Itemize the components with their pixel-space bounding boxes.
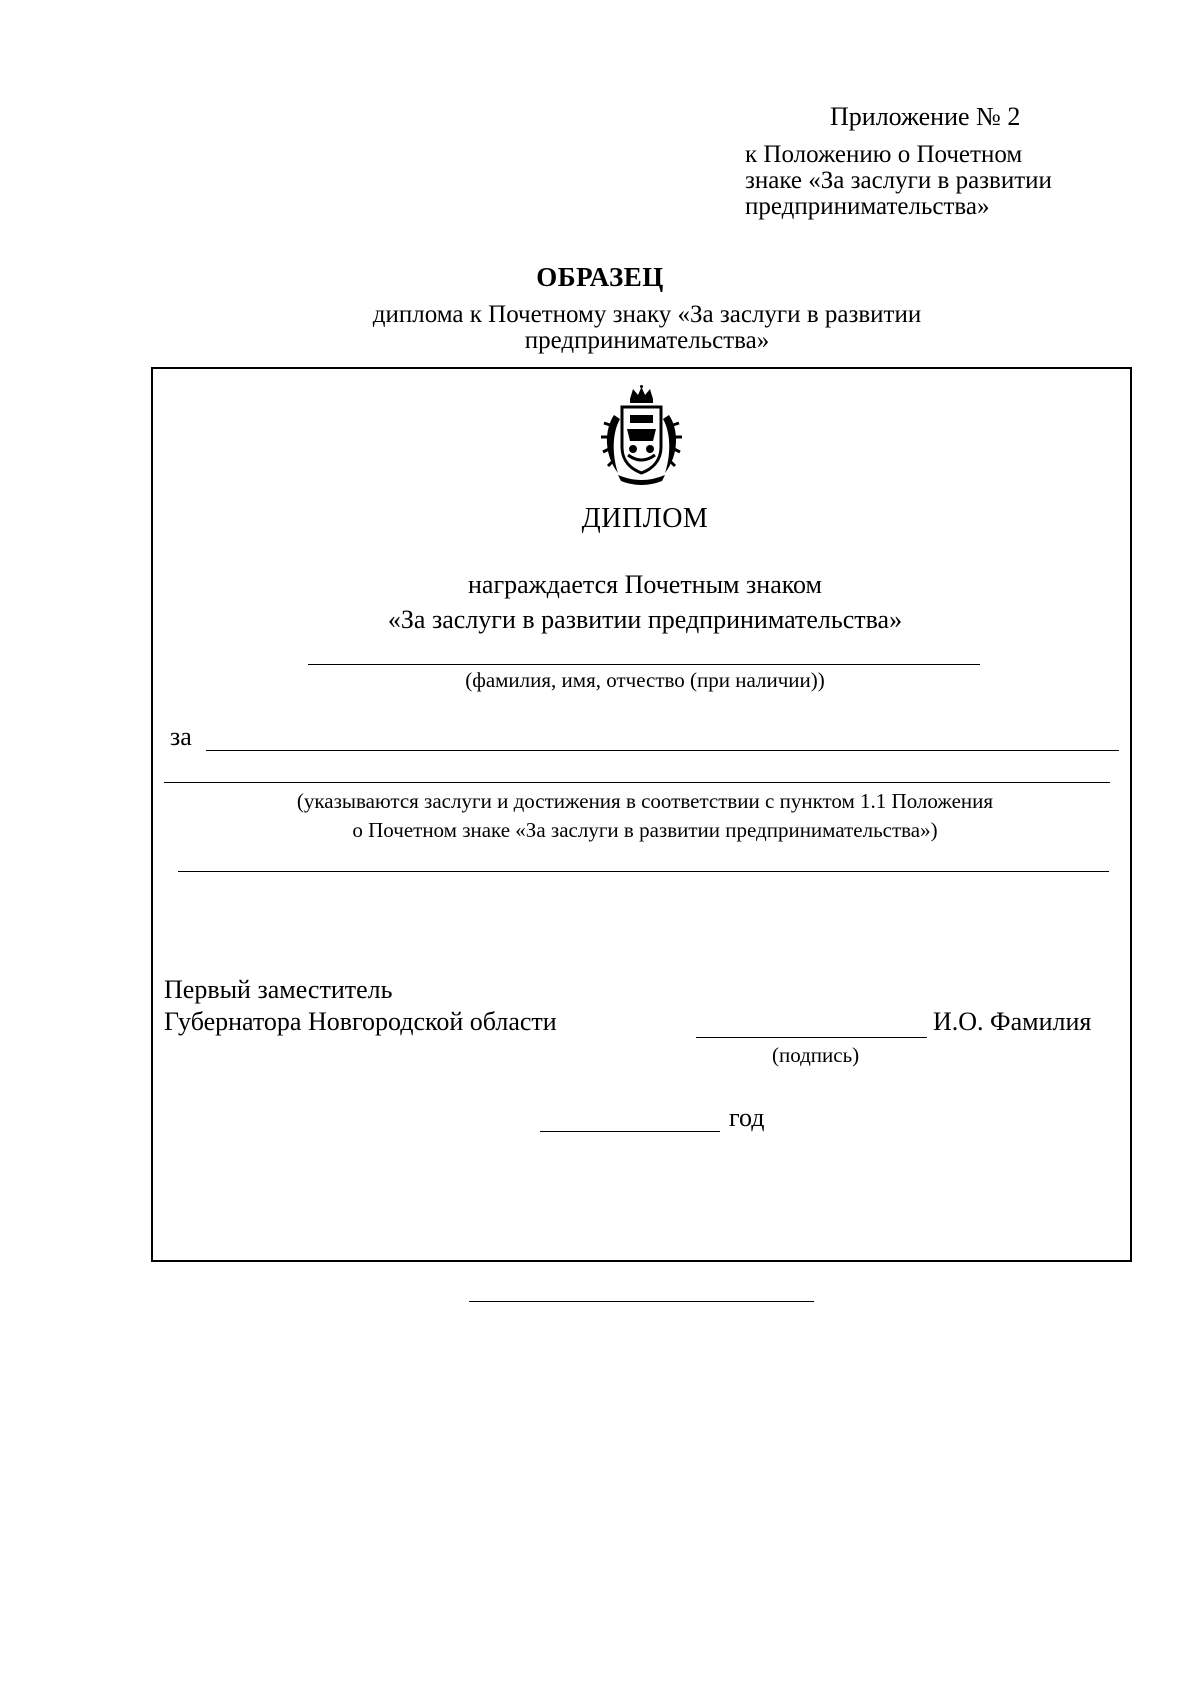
position-line: Первый заместитель [164,975,393,1004]
appendix-reference-line: предпринимательства» [745,193,990,220]
signature-caption: (подпись) [772,1043,860,1067]
appendix-number: Приложение № 2 [830,102,1021,131]
year-fill-line [540,1131,720,1132]
appendix-reference-line: к Положению о Почетном [745,141,1023,168]
coat-of-arms-icon [600,385,683,485]
sample-subtitle-line: предпринимательства» [524,327,770,354]
merit-fill-line [206,750,1119,751]
sample-title: ОБРАЗЕЦ [536,262,664,292]
sample-subtitle-line: диплома к Почетному знаку «За заслуги в развитии [372,301,922,328]
merit-caption-line: о Почетном знаке «За заслуги в развитии предпринимательства») [352,818,938,842]
for-label: за [170,722,192,751]
name-caption: (фамилия, имя, отчество (при наличии)) [465,668,825,692]
diploma-frame [151,367,1132,1262]
merit-caption-line: (указываются заслуги и достижения в соответствии с пунктом 1.1 Положения [296,789,994,813]
signature-fill-line [696,1037,927,1038]
merit-fill-line [178,871,1109,872]
position-line: Губернатора Новгородской области [164,1007,557,1036]
appendix-reference-line: знаке «За заслуги в развитии [745,167,1052,194]
name-fill-line [308,664,980,665]
year-label: год [729,1103,765,1132]
award-line-1: награждается Почетным знаком [467,570,823,599]
signer-name: И.О. Фамилия [933,1007,1092,1036]
diploma-heading: ДИПЛОМ [581,503,709,534]
sample-subtitle [0,302,1200,354]
merit-fill-line [164,782,1110,783]
footer-separator [469,1301,814,1302]
award-line-2: «За заслуги в развитии предпринимательства» [387,605,903,634]
appendix-reference [745,142,1145,220]
